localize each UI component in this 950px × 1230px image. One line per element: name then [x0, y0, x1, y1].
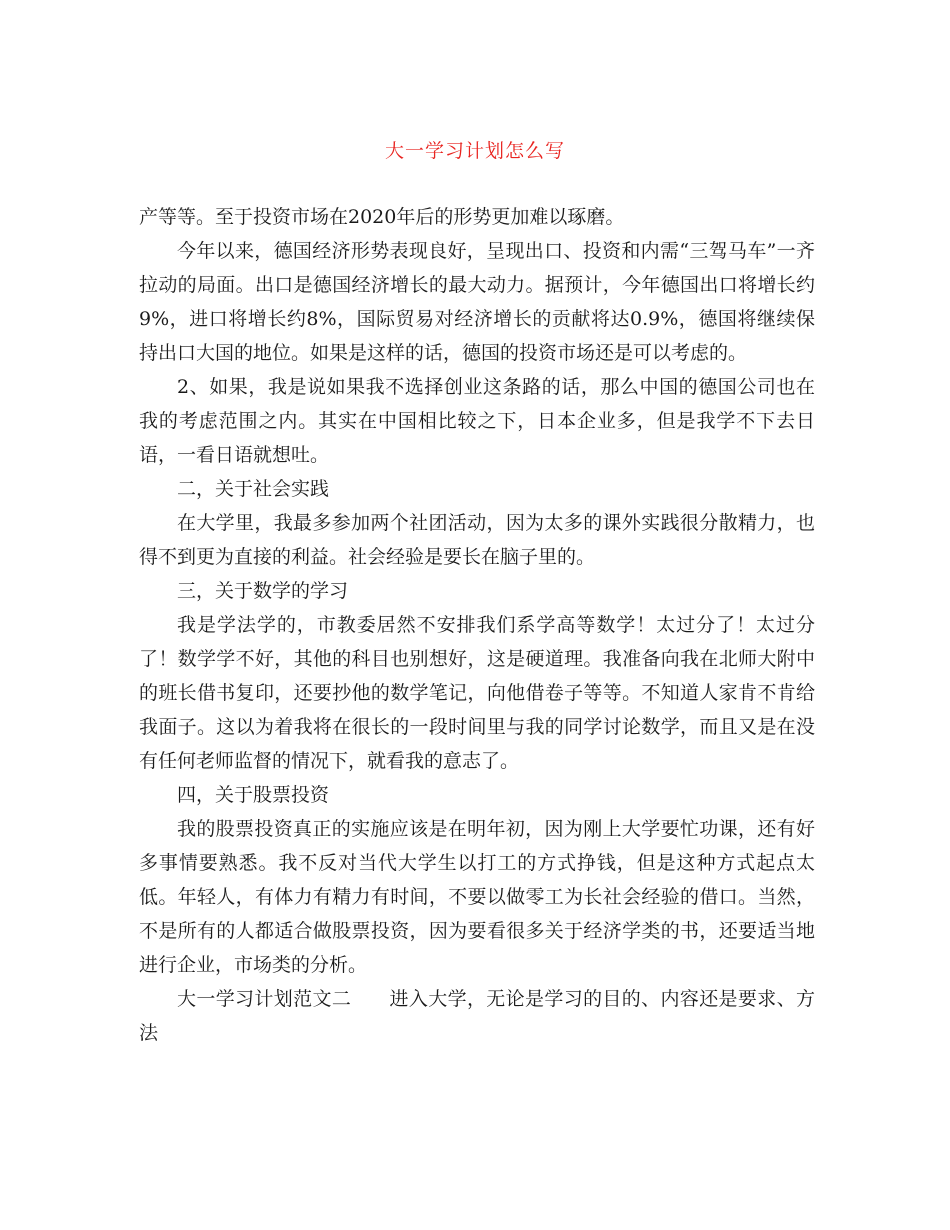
paragraph: 在大学里，我最多参加两个社团活动，因为太多的课外实践很分散精力，也得不到更为直接的利益。社会经验是要长在脑子里的。: [139, 512, 815, 568]
document-title: 大一学习计划怎么写: [384, 140, 565, 162]
paragraph: 我的股票投资真正的实施应该是在明年初，因为刚上大学要忙功课，还有好多事情要熟悉。我不反对当代大学生以打工的方式挣钱，但是这种方式起点太低。年轻人，有体力有精力有时间，不要以做零工为长社会经验的借口。当然，不是所有的人都适合做股票投资，因为要看很多关于经济学类的书，还要适当地进行企业，市场类的分析。: [139, 818, 815, 976]
paragraph: 产等等。至于投资市场在2020年后的形势更加难以琢磨。: [139, 206, 625, 228]
section-heading: 二，关于社会实践: [177, 478, 330, 500]
paragraph: [139, 982, 815, 1050]
document-body: [139, 200, 815, 1050]
section-heading: 三，关于数学的学习: [177, 580, 349, 602]
sample-intro-text: 进入大学，无论是学习的目的、内容还是要求、方法: [139, 988, 815, 1044]
sample-heading: 大一学习计划范文二: [177, 988, 352, 1010]
section-heading: 四，关于股票投资: [177, 784, 330, 806]
paragraph: 我是学法学的，市教委居然不安排我们系学高等数学！太过分了！太过分了！数学学不好，其他的科目也别想好，这是硬道理。我准备向我在北师大附中的班长借书复印，还要抄他的数学笔记，向他借卷子等等。不知道人家肯不肯给我面子。这以为着我将在很长的一段时间里与我的同学讨论数学，而且又是在没有任何老师监督的情况下，就看我的意志了。: [139, 614, 815, 772]
paragraph: 2、如果，我是说如果我不选择创业这条路的话，那么中国的德国公司也在我的考虑范围之内。其实在中国相比较之下，日本企业多，但是我学不下去日语，一看日语就想吐。: [139, 376, 815, 466]
paragraph: 今年以来，德国经济形势表现良好，呈现出口、投资和内需“三驾马车”一齐拉动的局面。出口是德国经济增长的最大动力。据预计，今年德国出口将增长约9%，进口将增长约8%，国际贸易对经济增长的贡献将达0.9%，德国将继续保持出口大国的地位。如果是这样的话，德国的投资市场还是可以考虑的。: [139, 240, 815, 364]
